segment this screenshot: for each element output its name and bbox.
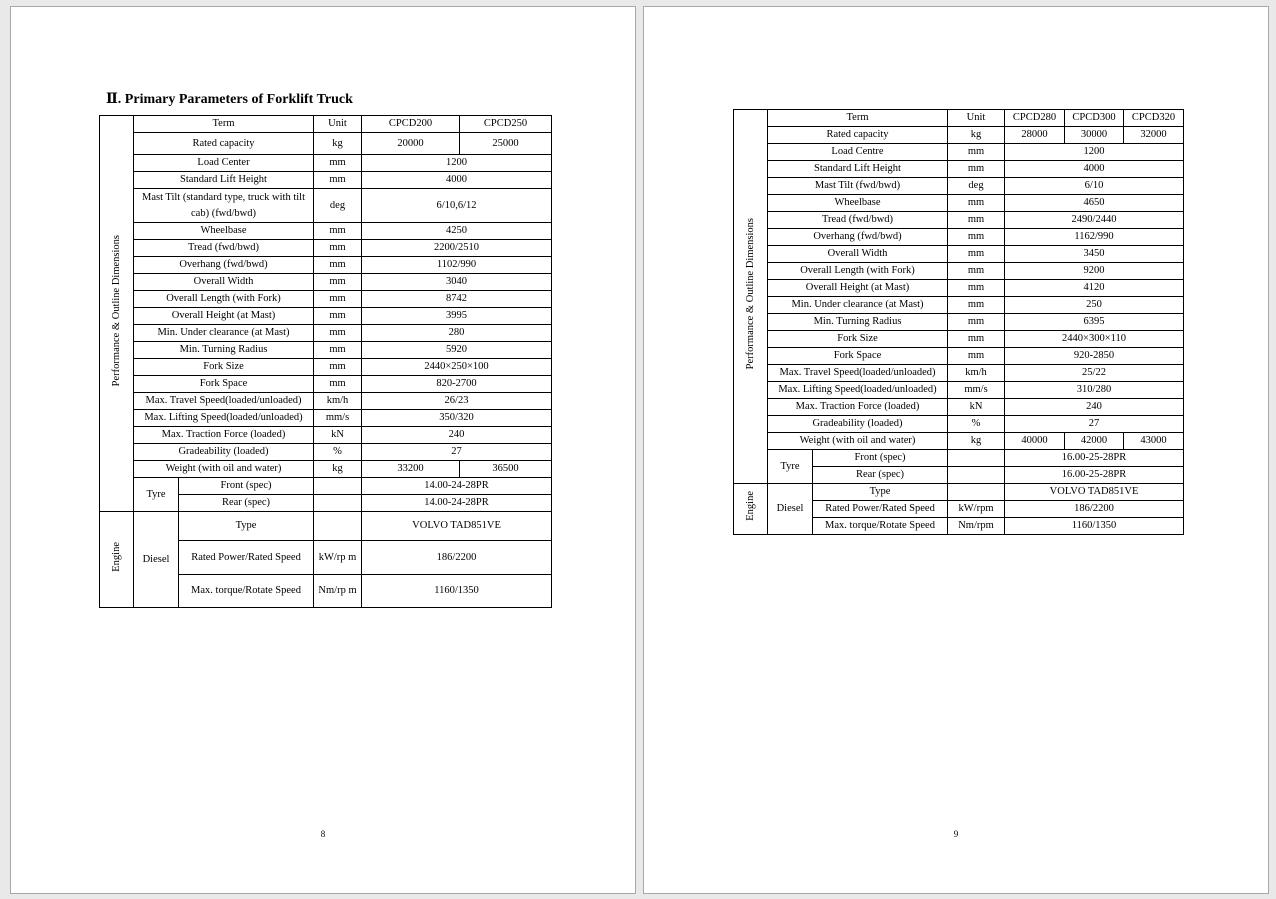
row-value: 1102/990 <box>362 257 552 274</box>
document-page-9 <box>643 6 1269 894</box>
row-term: Standard Lift Height <box>134 172 314 189</box>
table-row <box>100 257 552 274</box>
row-unit: mm <box>948 229 1005 246</box>
table-row <box>100 461 552 478</box>
row-term: Gradeability (loaded) <box>134 444 314 461</box>
header-model-c: CPCD320 <box>1124 110 1184 127</box>
row-value-c: 32000 <box>1124 127 1184 144</box>
row-term: Max. Travel Speed(loaded/unloaded) <box>768 365 948 382</box>
row-value: 4120 <box>1005 280 1184 297</box>
row-term: Tread (fwd/bwd) <box>134 240 314 257</box>
row-term: Overhang (fwd/bwd) <box>134 257 314 274</box>
table-row <box>734 331 1184 348</box>
row-term: Min. Under clearance (at Mast) <box>768 297 948 314</box>
table-row <box>734 229 1184 246</box>
group-label-engine <box>100 512 134 608</box>
row-term: Weight (with oil and water) <box>134 461 314 478</box>
row-value: 4000 <box>1005 161 1184 178</box>
header-unit: Unit <box>314 116 362 133</box>
row-value-b: 42000 <box>1065 433 1124 450</box>
row-term: Standard Lift Height <box>768 161 948 178</box>
engine-type-term: Type <box>813 484 948 501</box>
header-model-a: CPCD280 <box>1005 110 1065 127</box>
group-label-performance <box>100 116 134 512</box>
tyre-label: Tyre <box>134 478 179 512</box>
row-term: Overhang (fwd/bwd) <box>768 229 948 246</box>
row-value: 3450 <box>1005 246 1184 263</box>
engine-torque-value: 1160/1350 <box>362 575 552 608</box>
table-row <box>734 314 1184 331</box>
engine-torque-unit: Nm/rp m <box>314 575 362 608</box>
row-unit: mm <box>948 246 1005 263</box>
row-term: Overall Width <box>768 246 948 263</box>
table-row <box>100 325 552 342</box>
table-row <box>734 416 1184 433</box>
spec-table-body <box>734 110 1184 535</box>
row-term: Wheelbase <box>134 223 314 240</box>
row-term: Overall Height (at Mast) <box>768 280 948 297</box>
row-value: 9200 <box>1005 263 1184 280</box>
table-row <box>734 127 1184 144</box>
engine-torque-value: 1160/1350 <box>1005 518 1184 535</box>
row-unit: mm <box>948 297 1005 314</box>
row-value: 2200/2510 <box>362 240 552 257</box>
row-unit: mm/s <box>314 410 362 427</box>
row-term: Overall Height (at Mast) <box>134 308 314 325</box>
tyre-front-value: 16.00-25-28PR <box>1005 450 1184 467</box>
table-row <box>100 444 552 461</box>
row-unit: mm <box>314 257 362 274</box>
tyre-rear-term: Rear (spec) <box>813 467 948 484</box>
table-row <box>100 410 552 427</box>
table-row <box>100 342 552 359</box>
table-row <box>100 427 552 444</box>
table-row <box>734 365 1184 382</box>
row-unit: mm <box>314 223 362 240</box>
table-row <box>734 280 1184 297</box>
table-row <box>734 212 1184 229</box>
row-value: 240 <box>362 427 552 444</box>
row-value-a: 20000 <box>362 133 460 155</box>
row-value: 820-2700 <box>362 376 552 393</box>
table-row <box>100 189 552 223</box>
row-term: Fork Size <box>134 359 314 376</box>
row-value: 5920 <box>362 342 552 359</box>
row-term: Fork Space <box>134 376 314 393</box>
row-term: Mast Tilt (fwd/bwd) <box>768 178 948 195</box>
row-value: 1200 <box>1005 144 1184 161</box>
row-term: Min. Under clearance (at Mast) <box>134 325 314 342</box>
document-page-8 <box>10 6 636 894</box>
row-unit: mm <box>314 172 362 189</box>
row-term: Max. Traction Force (loaded) <box>134 427 314 444</box>
row-unit: km/h <box>948 365 1005 382</box>
row-value: 280 <box>362 325 552 342</box>
tyre-front-value: 14.00-24-28PR <box>362 478 552 495</box>
engine-type-unit <box>314 512 362 541</box>
row-term: Max. Lifting Speed(loaded/unloaded) <box>134 410 314 427</box>
row-value: 310/280 <box>1005 382 1184 399</box>
header-model-b: CPCD300 <box>1065 110 1124 127</box>
row-term: Rated capacity <box>768 127 948 144</box>
row-unit: mm <box>948 161 1005 178</box>
row-term: Weight (with oil and water) <box>768 433 948 450</box>
header-model-b: CPCD250 <box>460 116 552 133</box>
row-unit: km/h <box>314 393 362 410</box>
engine-row-type <box>100 512 552 541</box>
tyre-front-row <box>734 450 1184 467</box>
header-term: Term <box>768 110 948 127</box>
row-unit: mm <box>948 212 1005 229</box>
tyre-rear-value: 14.00-24-28PR <box>362 495 552 512</box>
table-row <box>100 223 552 240</box>
row-value: 1162/990 <box>1005 229 1184 246</box>
row-value: 250 <box>1005 297 1184 314</box>
row-unit: mm <box>948 280 1005 297</box>
row-value: 920-2850 <box>1005 348 1184 365</box>
table-row <box>734 382 1184 399</box>
header-unit: Unit <box>948 110 1005 127</box>
engine-type-value: VOLVO TAD851VE <box>362 512 552 541</box>
row-value: 6395 <box>1005 314 1184 331</box>
row-term: Mast Tilt (standard type, truck with tilt cab) (fwd/bwd) <box>134 189 314 223</box>
row-value: 2490/2440 <box>1005 212 1184 229</box>
engine-power-value: 186/2200 <box>1005 501 1184 518</box>
row-value: 4250 <box>362 223 552 240</box>
row-unit: mm <box>948 195 1005 212</box>
row-value: 25/22 <box>1005 365 1184 382</box>
page-number: 9 <box>953 829 959 839</box>
row-value: 3995 <box>362 308 552 325</box>
engine-type-unit <box>948 484 1005 501</box>
row-term: Max. Traction Force (loaded) <box>768 399 948 416</box>
engine-row-type <box>734 484 1184 501</box>
table-row <box>100 393 552 410</box>
tyre-front-unit <box>314 478 362 495</box>
row-unit: mm <box>948 331 1005 348</box>
engine-torque-unit: Nm/rpm <box>948 518 1005 535</box>
row-unit: mm/s <box>948 382 1005 399</box>
table-row <box>100 274 552 291</box>
tyre-rear-value: 16.00-25-28PR <box>1005 467 1184 484</box>
engine-power-term: Rated Power/Rated Speed <box>813 501 948 518</box>
table-row <box>100 172 552 189</box>
spec-table-body <box>100 116 552 608</box>
tyre-front-row <box>100 478 552 495</box>
engine-power-unit: kW/rp m <box>314 541 362 575</box>
table-row <box>100 133 552 155</box>
engine-torque-term: Max. torque/Rotate Speed <box>179 575 314 608</box>
row-value: 240 <box>1005 399 1184 416</box>
row-value: 26/23 <box>362 393 552 410</box>
engine-power-unit: kW/rpm <box>948 501 1005 518</box>
row-term: Fork Size <box>768 331 948 348</box>
row-value-a: 33200 <box>362 461 460 478</box>
diesel-label: Diesel <box>134 512 179 608</box>
row-term: Rated capacity <box>134 133 314 155</box>
table-header-row <box>100 116 552 133</box>
row-term: Max. Travel Speed(loaded/unloaded) <box>134 393 314 410</box>
table-row <box>734 348 1184 365</box>
row-unit: kg <box>314 133 362 155</box>
row-term: Load Center <box>134 155 314 172</box>
row-value: 3040 <box>362 274 552 291</box>
row-unit: mm <box>314 291 362 308</box>
table-row <box>100 376 552 393</box>
row-value: 4000 <box>362 172 552 189</box>
row-value-b: 25000 <box>460 133 552 155</box>
row-value: 4650 <box>1005 195 1184 212</box>
row-value: 1200 <box>362 155 552 172</box>
row-term: Load Centre <box>768 144 948 161</box>
row-value: 350/320 <box>362 410 552 427</box>
table-row <box>734 161 1184 178</box>
row-value-b: 36500 <box>460 461 552 478</box>
header-term: Term <box>134 116 314 133</box>
row-unit: kg <box>948 433 1005 450</box>
row-unit: mm <box>314 376 362 393</box>
group-label-engine-text: Engine <box>744 491 756 521</box>
tyre-front-unit <box>948 450 1005 467</box>
row-term: Min. Turning Radius <box>134 342 314 359</box>
tyre-rear-unit <box>948 467 1005 484</box>
table-row <box>734 246 1184 263</box>
row-unit: mm <box>314 274 362 291</box>
row-unit: mm <box>948 348 1005 365</box>
row-unit: % <box>314 444 362 461</box>
table-row <box>734 178 1184 195</box>
spec-table-cpcd280-320 <box>733 109 1184 535</box>
header-model-a: CPCD200 <box>362 116 460 133</box>
table-header-row <box>734 110 1184 127</box>
row-term: Min. Turning Radius <box>768 314 948 331</box>
row-term: Gradeability (loaded) <box>768 416 948 433</box>
group-label-performance-text: Performance & Outline Dimensions <box>744 217 756 370</box>
row-unit: kg <box>948 127 1005 144</box>
engine-type-value: VOLVO TAD851VE <box>1005 484 1184 501</box>
row-value-a: 28000 <box>1005 127 1065 144</box>
row-term: Max. Lifting Speed(loaded/unloaded) <box>768 382 948 399</box>
row-value: 6/10 <box>1005 178 1184 195</box>
spec-table-cpcd200-250 <box>99 115 552 608</box>
row-value: 2440×300×110 <box>1005 331 1184 348</box>
engine-type-term: Type <box>179 512 314 541</box>
row-unit: mm <box>314 325 362 342</box>
row-unit: deg <box>314 189 362 223</box>
row-unit: kg <box>314 461 362 478</box>
page-title: Ⅱ. Primary Parameters of Forklift Truck <box>106 92 353 107</box>
tyre-front-term: Front (spec) <box>179 478 314 495</box>
table-row <box>100 359 552 376</box>
group-label-performance <box>734 110 768 484</box>
table-row <box>734 433 1184 450</box>
row-value: 27 <box>362 444 552 461</box>
table-row <box>734 297 1184 314</box>
table-row <box>734 263 1184 280</box>
tyre-rear-term: Rear (spec) <box>179 495 314 512</box>
row-unit: mm <box>314 155 362 172</box>
diesel-label: Diesel <box>768 484 813 535</box>
row-unit: kN <box>948 399 1005 416</box>
page-number: 8 <box>320 829 326 839</box>
row-unit: deg <box>948 178 1005 195</box>
row-value: 27 <box>1005 416 1184 433</box>
tyre-rear-unit <box>314 495 362 512</box>
table-row <box>100 155 552 172</box>
table-row <box>100 240 552 257</box>
row-unit: mm <box>314 308 362 325</box>
row-unit: mm <box>948 314 1005 331</box>
row-term: Fork Space <box>768 348 948 365</box>
engine-power-term: Rated Power/Rated Speed <box>179 541 314 575</box>
row-value: 6/10,6/12 <box>362 189 552 223</box>
row-term: Tread (fwd/bwd) <box>768 212 948 229</box>
row-value: 8742 <box>362 291 552 308</box>
row-value-a: 40000 <box>1005 433 1065 450</box>
table-row <box>734 399 1184 416</box>
engine-power-value: 186/2200 <box>362 541 552 575</box>
row-unit: mm <box>314 342 362 359</box>
table-row <box>734 144 1184 161</box>
row-term: Overall Length (with Fork) <box>134 291 314 308</box>
tyre-label: Tyre <box>768 450 813 484</box>
row-term: Overall Length (with Fork) <box>768 263 948 280</box>
row-unit: mm <box>948 263 1005 280</box>
row-value: 2440×250×100 <box>362 359 552 376</box>
table-row <box>100 291 552 308</box>
engine-torque-term: Max. torque/Rotate Speed <box>813 518 948 535</box>
table-row <box>734 195 1184 212</box>
row-value-c: 43000 <box>1124 433 1184 450</box>
row-unit: % <box>948 416 1005 433</box>
table-row <box>100 308 552 325</box>
row-term: Wheelbase <box>768 195 948 212</box>
row-term: Overall Width <box>134 274 314 291</box>
group-label-engine <box>734 484 768 535</box>
row-value-b: 30000 <box>1065 127 1124 144</box>
row-unit: kN <box>314 427 362 444</box>
row-unit: mm <box>314 240 362 257</box>
row-unit: mm <box>314 359 362 376</box>
tyre-front-term: Front (spec) <box>813 450 948 467</box>
group-label-performance-text: Performance & Outline Dimensions <box>110 234 122 387</box>
row-unit: mm <box>948 144 1005 161</box>
group-label-engine-text: Engine <box>110 541 122 572</box>
